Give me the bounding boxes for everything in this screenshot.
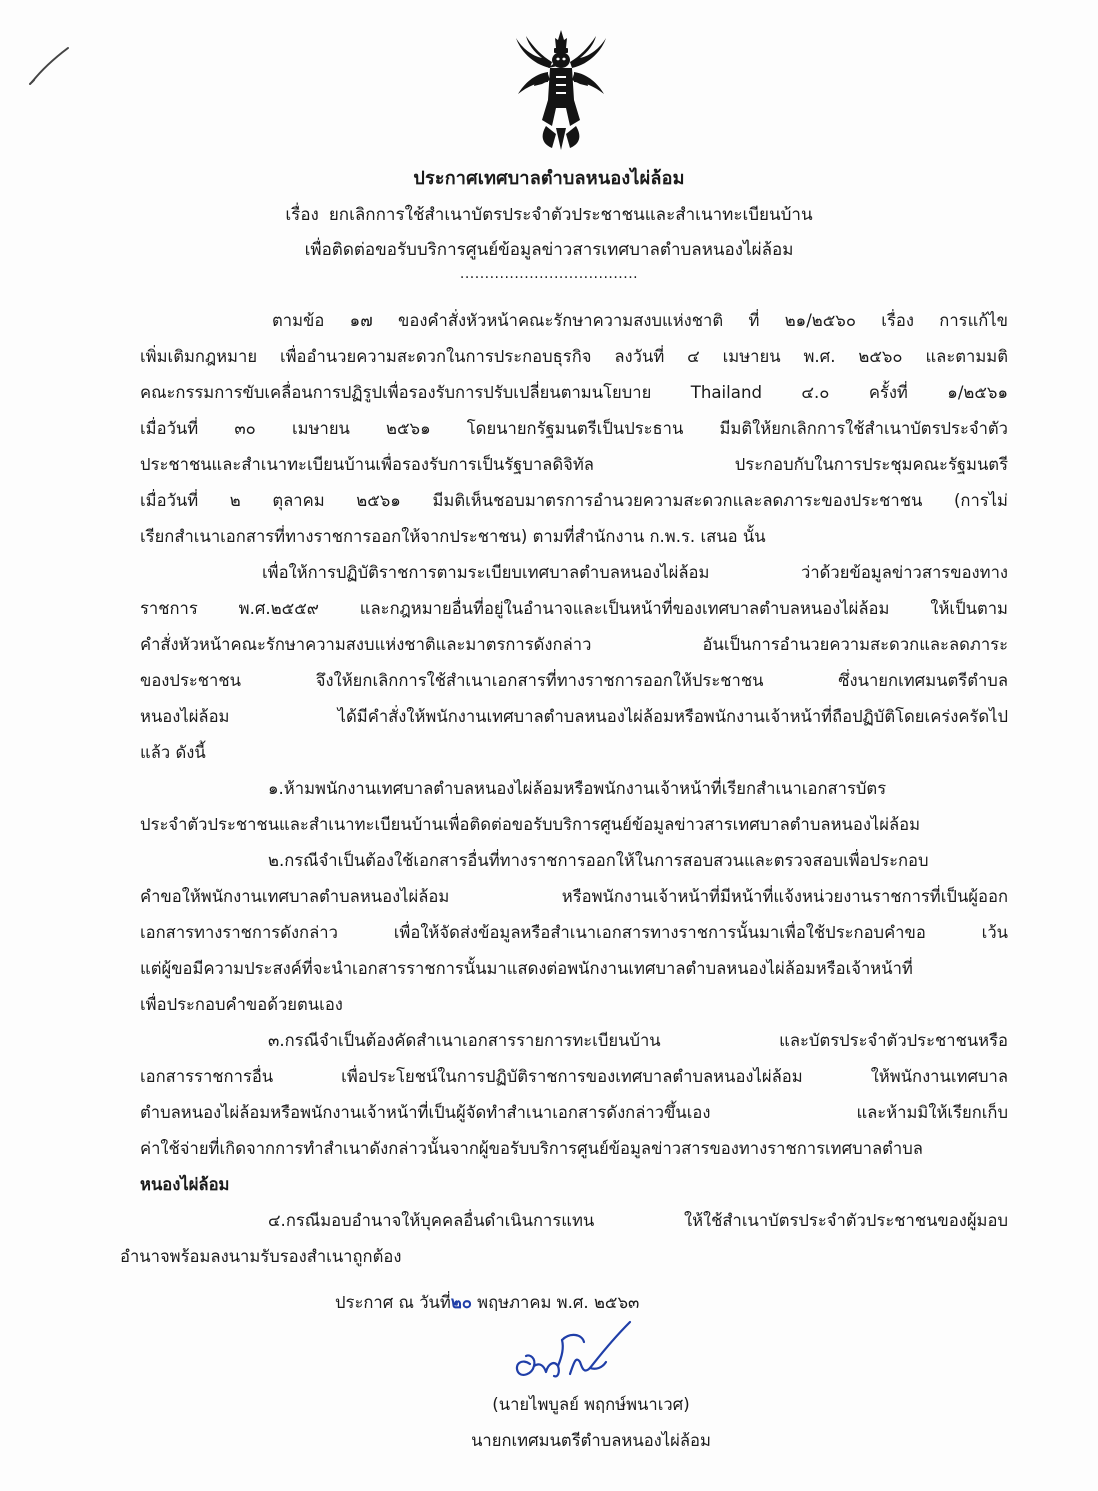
- paragraph-2-line-1: เพื่อให้การปฏิบัติราชการตามระเบียบเทศบาลตำบลหนองไผ่ล้อม ว่าด้วยข้อมูลข่าวสารของทาง: [262, 563, 1008, 582]
- paragraph-1-line-7: เรียกสำเนาเอกสารที่ทางราชการออกให้จากประชาชน) ตามที่สำนักงาน ก.พ.ร. เสนอ นั้น: [140, 527, 766, 546]
- date-day: ๒๐: [450, 1293, 472, 1312]
- item-2-line-5: เพื่อประกอบคำขอด้วยตนเอง: [140, 995, 343, 1014]
- subject-text: ยกเลิกการใช้สำเนาบัตรประจำตัวประชาชนและสำเนาทะเบียนบ้าน: [328, 205, 813, 225]
- item-1-line-1: ๑.ห้ามพนักงานเทศบาลตำบลหนองไผ่ล้อมหรือพนักงานเจ้าหน้าที่เรียกสำเนาเอกสารบัตร: [268, 779, 887, 798]
- garuda-emblem-icon: [512, 28, 610, 152]
- subject-line: [0, 201, 1098, 228]
- item-2-line-4: แต่ผู้ขอมีความประสงค์ที่จะนำเอกสารราชการนั้นมาแสดงต่อพนักงานเทศบาลตำบลหนองไผ่ล้อมหรือเจ้าหน้าที่: [140, 959, 913, 978]
- paragraph-1-line-1: ตามข้อ ๑๗ ของคำสั่งหัวหน้าคณะรักษาความสงบแห่งชาติ ที่ ๒๑/๒๕๖๐ เรื่อง การแก้ไข: [272, 311, 1008, 330]
- item-3-line-1: ๓.กรณีจำเป็นต้องคัดสำเนาเอกสารรายการทะเบียนบ้าน และบัตรประจำตัวประชาชนหรือ: [268, 1031, 1008, 1050]
- signer-title: นายกเทศมนตรีตำบลหนองไผ่ล้อม: [471, 1431, 711, 1450]
- header-separator: ....................................: [459, 266, 639, 282]
- paragraph-1-line-4: เมื่อวันที่ ๓๐ เมษายน ๒๕๖๑ โดยนายกรัฐมนตรีเป็นประธาน มีมติให้ยกเลิกการใช้สำเนาบัตรประจำตัว: [140, 419, 1008, 438]
- subject-line-2: เพื่อติดต่อขอรับบริการศูนย์ข้อมูลข่าวสารเทศบาลตำบลหนองไผ่ล้อม: [304, 240, 794, 260]
- handwritten-signature: [500, 1312, 650, 1402]
- item-1-line-2: ประจำตัวประชาชนและสำเนาทะเบียนบ้านเพื่อติดต่อขอรับบริการศูนย์ข้อมูลข่าวสารเทศบาลตำบลหนองไผ่ล้อม: [140, 815, 921, 834]
- item-2-line-1: ๒.กรณีจำเป็นต้องใช้เอกสารอื่นที่ทางราชการออกให้ในการสอบสวนและตรวจสอบเพื่อประกอบ: [268, 851, 929, 870]
- item-3-line-5: หนองไผ่ล้อม: [140, 1175, 230, 1194]
- item-2-line-2: คำขอให้พนักงานเทศบาลตำบลหนองไผ่ล้อม หรือพนักงานเจ้าหน้าที่มีหน้าที่แจ้งหน่วยงานราชการที่เป็นผู้ออก: [140, 887, 1008, 906]
- signer-name: (นายไพบูลย์ พฤกษ์พนาเวศ): [492, 1395, 690, 1414]
- paragraph-1-line-5: ประชาชนและสำเนาทะเบียนบ้านเพื่อรองรับการเป็นรัฐบาลดิจิทัล ประกอบกับในการประชุมคณะรัฐมนตรี: [140, 455, 1008, 474]
- paragraph-2-line-6: แล้ว ดังนี้: [140, 743, 206, 762]
- paragraph-2-line-2: ราชการ พ.ศ.๒๕๕๙ และกฎหมายอื่นที่อยู่ในอำนาจและเป็นหน้าที่ของเทศบาลตำบลหนองไผ่ล้อม ให้เป็นตาม: [140, 599, 1008, 618]
- item-4-line-1: ๔.กรณีมอบอำนาจให้บุคคลอื่นดำเนินการแทน ให้ใช้สำเนาบัตรประจำตัวประชาชนของผู้มอบ: [268, 1211, 1008, 1230]
- paragraph-2-line-4: ของประชาชน จึงให้ยกเลิกการใช้สำเนาเอกสารที่ทางราชการออกให้ประชาชน ซึ่งนายกเทศมนตรีตำบล: [140, 671, 1008, 690]
- paragraph-1-line-3: คณะกรรมการขับเคลื่อนการปฏิรูปเพื่อรองรับการปรับเปลี่ยนตามนโยบาย Thailand ๔.๐ ครั้งที่ ๑/๒๕๖๑: [140, 383, 1008, 402]
- item-2-line-3: เอกสารทางราชการดังกล่าว เพื่อให้จัดส่งข้อมูลหรือสำเนาเอกสารทางราชการนั้นมาเพื่อใช้ประกอบคำขอ เว้น: [140, 923, 1008, 942]
- paragraph-2-line-3: คำสั่งหัวหน้าคณะรักษาความสงบแห่งชาติและมาตรการดังกล่าว อันเป็นการอำนวยความสะดวกและลดภาระ: [140, 635, 1008, 654]
- announcement-title: ประกาศเทศบาลตำบลหนองไผ่ล้อม: [413, 168, 685, 189]
- item-4-line-2: อำนาจพร้อมลงนามรับรองสำเนาถูกต้อง: [120, 1247, 402, 1266]
- date-prefix: ประกาศ ณ วันที่: [335, 1293, 451, 1312]
- paragraph-1-line-2: เพิ่มเติมกฎหมาย เพื่ออำนวยความสะดวกในการประกอบธุรกิจ ลงวันที่ ๔ เมษายน พ.ศ. ๒๕๖๐ และตามมติ: [140, 347, 1008, 366]
- pen-stroke-mark-icon: [26, 42, 74, 90]
- date-suffix: พฤษภาคม พ.ศ. ๒๕๖๓: [477, 1293, 640, 1312]
- paragraph-2-line-5: หนองไผ่ล้อม ได้มีคำสั่งให้พนักงานเทศบาลตำบลหนองไผ่ล้อมหรือพนักงานเจ้าหน้าที่ถือปฏิบัติโดยเคร่งครัดไป: [140, 707, 1008, 726]
- paragraph-1-line-6: เมื่อวันที่ ๒ ตุลาคม ๒๕๖๑ มีมติเห็นชอบมาตรการอำนวยความสะดวกและลดภาระของประชาชน (การไม่: [140, 491, 1008, 510]
- item-3-line-2: เอกสารราชการอื่น เพื่อประโยชน์ในการปฏิบัติราชการของเทศบาลตำบลหนองไผ่ล้อม ให้พนักงานเทศบาล: [140, 1067, 1008, 1086]
- item-3-line-3: ตำบลหนองไผ่ล้อมหรือพนักงานเจ้าหน้าที่เป็นผู้จัดทำสำเนาเอกสารดังกล่าวขึ้นเอง และห้ามมิให้เรียกเก็บ: [140, 1103, 1008, 1122]
- subject-label: เรื่อง: [285, 205, 319, 225]
- item-3-line-4: ค่าใช้จ่ายที่เกิดจากการทำสำเนาดังกล่าวนั้นจากผู้ขอรับบริการศูนย์ข้อมูลข่าวสารของทางราชการเทศบาลตำบล: [140, 1139, 923, 1158]
